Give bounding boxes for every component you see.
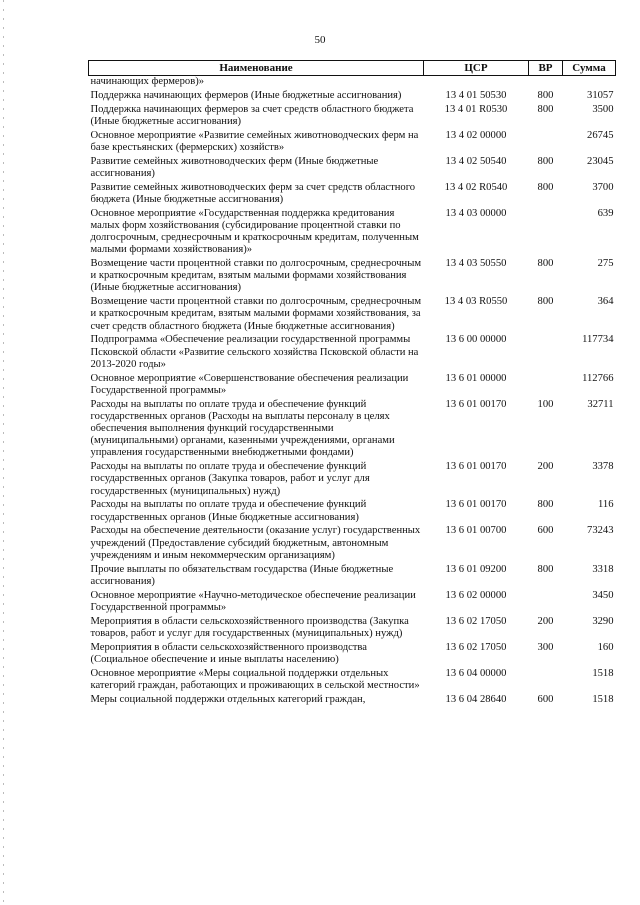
cell-sum: 3290 bbox=[592, 615, 614, 627]
cell-vr: 800 bbox=[537, 181, 554, 193]
cell-vr: 800 bbox=[537, 563, 554, 575]
cell-vr bbox=[529, 590, 563, 616]
cell-sum: 31057 bbox=[587, 89, 614, 101]
cell-name: Подпрограмма «Обеспечение реализации государственной программы Псковской области «Развитие сельского хозяйства Псковской области на 2013-2020 годы» bbox=[90, 334, 419, 370]
cell-sum: 1518 bbox=[592, 693, 614, 705]
table-row bbox=[89, 694, 616, 708]
cell-vr: 800 bbox=[537, 258, 554, 269]
cell-name: Расходы на выплаты по оплате труда и обеспечение функций государственных органов (Иные бюджетные ассигнования) bbox=[90, 499, 367, 523]
header-sum: Сумма bbox=[563, 61, 616, 76]
cell-sum: 117734 bbox=[582, 334, 614, 346]
cell-name: начинающих фермеров)» bbox=[90, 76, 205, 87]
cell-csr: 13 4 03 R0550 bbox=[444, 296, 508, 308]
cell-sum: 3378 bbox=[592, 461, 614, 473]
header-csr: ЦСР bbox=[424, 61, 529, 76]
cell-name: Основное мероприятие «Научно-методическое обеспечение реализации Государственной программы» bbox=[90, 589, 416, 613]
table-row bbox=[89, 525, 616, 563]
table-row bbox=[89, 564, 616, 590]
cell-vr: 600 bbox=[537, 525, 554, 537]
cell-vr bbox=[529, 208, 563, 258]
table-row bbox=[89, 499, 616, 525]
cell-vr bbox=[529, 334, 563, 372]
cell-csr: 13 6 04 00000 bbox=[445, 667, 507, 679]
cell-vr: 800 bbox=[537, 155, 554, 167]
cell-vr: 800 bbox=[537, 499, 554, 511]
table-row bbox=[89, 296, 616, 334]
cell-vr: 800 bbox=[537, 296, 554, 308]
cell-vr: 200 bbox=[537, 461, 554, 473]
cell-sum: 160 bbox=[597, 641, 614, 653]
cell-csr: 13 6 01 00170 bbox=[445, 461, 507, 473]
cell-name: Основное мероприятие «Развитие семейных животноводческих ферм на базе крестьянских (фермерских) хозяйств» bbox=[90, 129, 419, 153]
table-row bbox=[89, 156, 616, 182]
cell-sum: 275 bbox=[597, 258, 614, 269]
cell-name: Мероприятия в области сельскохозяйственного производства (Закупка товаров, работ и услуг для государственных (муниципальных) нужд) bbox=[90, 615, 409, 639]
cell-name: Расходы на выплаты по оплате труда и обеспечение функций государственных органов (Расходы на выплаты персоналу в целях обеспечения выполнения функций государственными (муниципальными) органами, казенными учреждениями, органами управления государственными внебюджетными фондами) bbox=[90, 398, 395, 459]
cell-sum bbox=[563, 76, 616, 90]
table-row bbox=[89, 668, 616, 694]
cell-name: Возмещение части процентной ставки по долгосрочным, среднесрочным и краткосрочным кредитам, взятым малыми формами хозяйствования, за счет средств областного бюджета (Иные бюджетные ассигнования) bbox=[90, 296, 422, 332]
cell-csr: 13 4 02 R0540 bbox=[444, 181, 508, 193]
table-row bbox=[89, 90, 616, 104]
cell-sum: 23045 bbox=[587, 155, 614, 167]
cell-sum: 26745 bbox=[587, 129, 614, 141]
cell-sum: 3450 bbox=[592, 589, 614, 601]
table-body bbox=[89, 76, 616, 708]
table-row bbox=[89, 182, 616, 208]
header-row bbox=[89, 61, 616, 76]
cell-vr bbox=[529, 130, 563, 156]
cell-csr: 13 6 04 28640 bbox=[445, 693, 507, 705]
cell-name: Расходы на выплаты по оплате труда и обеспечение функций государственных органов (Закупка товаров, работ и услуг для государственных (муниципальных) нужд) bbox=[90, 461, 370, 497]
cell-sum: 364 bbox=[597, 296, 614, 308]
table-row bbox=[89, 461, 616, 499]
cell-csr: 13 6 01 00000 bbox=[445, 372, 507, 384]
cell-csr: 13 6 00 00000 bbox=[445, 334, 507, 346]
cell-sum: 639 bbox=[597, 207, 614, 219]
cell-name: Развитие семейных животноводческих ферм (Иные бюджетные ассигнования) bbox=[90, 155, 379, 179]
cell-csr: 13 4 01 50530 bbox=[445, 89, 507, 101]
cell-csr: 13 6 02 17050 bbox=[445, 615, 507, 627]
cell-csr: 13 6 01 00700 bbox=[445, 525, 507, 537]
cell-name: Поддержка начинающих фермеров за счет средств областного бюджета (Иные бюджетные ассигнования) bbox=[90, 103, 414, 127]
cell-sum: 73243 bbox=[587, 525, 614, 537]
cell-name: Основное мероприятие «Совершенствование обеспечения реализации Государственной программы» bbox=[90, 372, 409, 396]
table-row bbox=[89, 642, 616, 668]
cell-csr: 13 4 02 50540 bbox=[445, 155, 507, 167]
cell-csr: 13 6 01 09200 bbox=[445, 563, 507, 575]
table-row bbox=[89, 590, 616, 616]
cell-name: Основное мероприятие «Меры социальной поддержки отдельных категорий граждан, работающих и проживающих в сельской местности» bbox=[90, 667, 420, 691]
cell-csr: 13 6 01 00170 bbox=[445, 398, 507, 410]
cell-name: Мероприятия в области сельскохозяйственного производства (Социальное обеспечение и иные выплаты населению) bbox=[90, 641, 367, 665]
cell-csr: 13 4 03 00000 bbox=[445, 207, 507, 219]
table-row bbox=[89, 399, 616, 462]
cell-vr: 600 bbox=[537, 693, 554, 705]
cell-vr: 200 bbox=[537, 615, 554, 627]
table-row bbox=[89, 334, 616, 372]
cell-sum: 3318 bbox=[592, 563, 614, 575]
cell-csr: 13 6 02 17050 bbox=[445, 641, 507, 653]
cell-vr: 100 bbox=[537, 398, 554, 410]
table-row bbox=[89, 104, 616, 130]
cell-name: Развитие семейных животноводческих ферм за счет средств областного бюджета (Иные бюджетные ассигнования) bbox=[90, 181, 416, 205]
cell-sum: 116 bbox=[598, 499, 614, 511]
cell-vr bbox=[529, 373, 563, 399]
cell-csr: 13 4 03 50550 bbox=[445, 258, 507, 269]
cell-sum: 32711 bbox=[587, 398, 614, 410]
cell-sum: 112766 bbox=[582, 372, 614, 384]
header-vr: ВР bbox=[529, 61, 563, 76]
table-row bbox=[89, 76, 616, 90]
cell-csr: 13 6 02 00000 bbox=[445, 589, 507, 601]
cell-vr bbox=[529, 668, 563, 694]
cell-sum: 3700 bbox=[592, 181, 614, 193]
cell-sum: 1518 bbox=[592, 667, 614, 679]
cell-csr bbox=[424, 76, 529, 90]
budget-table bbox=[88, 60, 616, 707]
header-name: Наименование bbox=[89, 61, 424, 76]
cell-name: Поддержка начинающих фермеров (Иные бюджетные ассигнования) bbox=[90, 89, 402, 101]
cell-csr: 13 4 01 R0530 bbox=[444, 103, 508, 115]
table-row bbox=[89, 373, 616, 399]
table-row bbox=[89, 130, 616, 156]
cell-csr: 13 6 01 00170 bbox=[445, 499, 507, 511]
cell-vr bbox=[529, 76, 563, 90]
cell-vr: 300 bbox=[537, 641, 554, 653]
table-header bbox=[89, 61, 616, 76]
table-row bbox=[89, 208, 616, 258]
page-number: 50 bbox=[314, 34, 326, 46]
cell-name: Основное мероприятие «Государственная поддержка кредитования малых форм хозяйствования (субсидирование процентной ставки по долгосрочным, среднесрочным и краткосрочным кредитам, полученным малыми формами хозяйствования)» bbox=[90, 207, 419, 256]
cell-vr: 800 bbox=[537, 103, 554, 115]
table-row bbox=[89, 258, 616, 296]
cell-vr: 800 bbox=[537, 89, 554, 101]
cell-name: Расходы на обеспечение деятельности (оказание услуг) государственных учреждений (Предоставление субсидий бюджетным, автономным учреждениям и иным некоммерческим организациям) bbox=[90, 525, 421, 561]
cell-sum: 3500 bbox=[592, 103, 614, 115]
cell-csr: 13 4 02 00000 bbox=[445, 129, 507, 141]
cell-name: Меры социальной поддержки отдельных категорий граждан, bbox=[90, 693, 366, 705]
cell-name: Возмещение части процентной ставки по долгосрочным, среднесрочным и краткосрочным кредитам, взятым малыми формами хозяйствования (Иные бюджетные ассигнования) bbox=[90, 258, 422, 294]
table-row bbox=[89, 616, 616, 642]
scan-edge-mark bbox=[3, 0, 4, 905]
cell-name: Прочие выплаты по обязательствам государства (Иные бюджетные ассигнования) bbox=[90, 563, 394, 587]
